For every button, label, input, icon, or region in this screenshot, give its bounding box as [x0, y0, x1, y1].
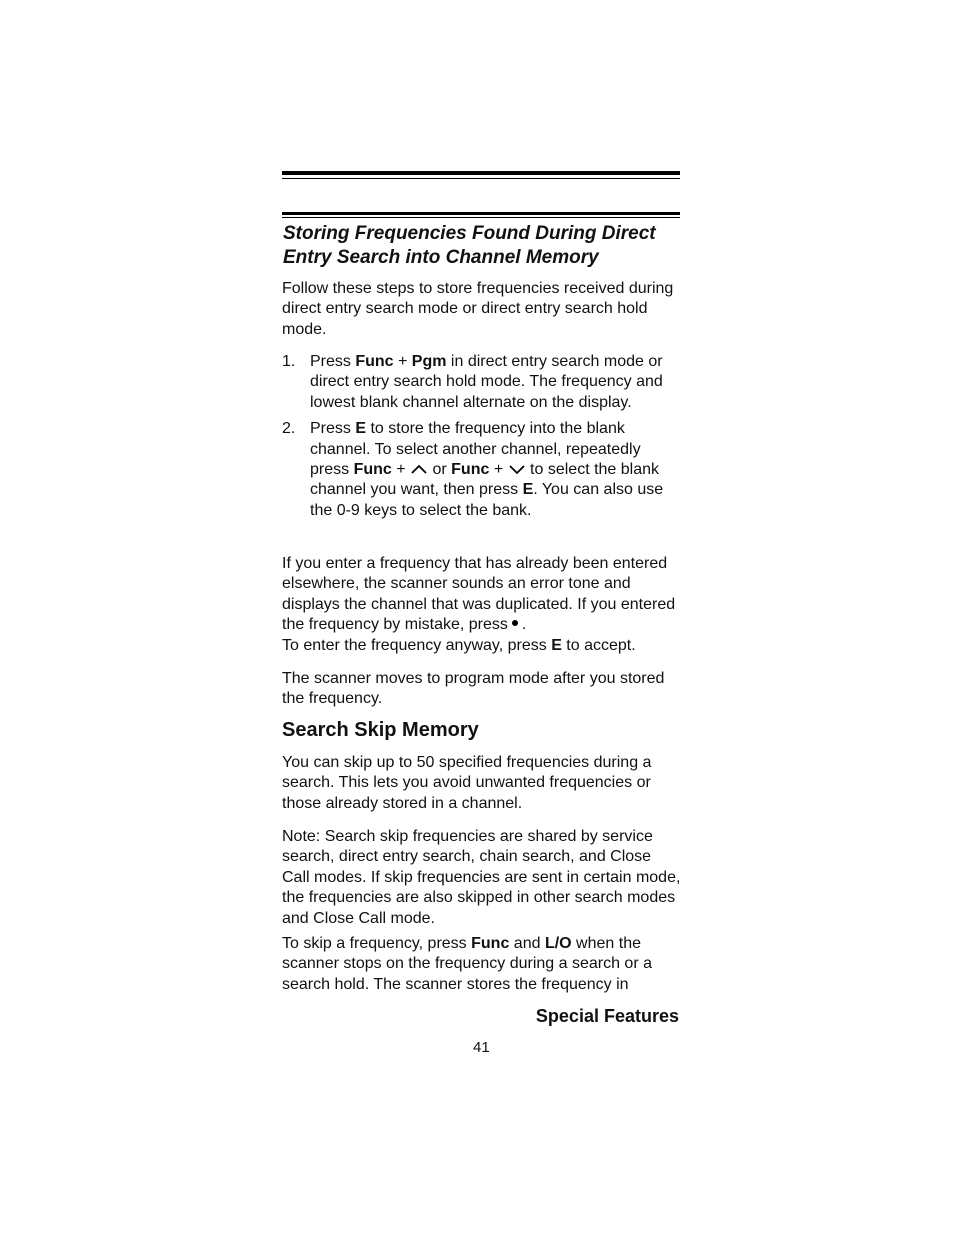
list-item	[282, 419, 682, 521]
lo-key-label: L/O	[544, 935, 572, 952]
top-rule-thin	[282, 178, 680, 179]
section-title: Storing Frequencies Found During Direct Entry Search into Channel Memory	[283, 223, 656, 268]
paragraph-text: To skip a frequency, press	[282, 935, 472, 952]
e-key-label: E	[522, 481, 534, 499]
steps-list	[282, 352, 682, 521]
step-text: +	[391, 461, 411, 479]
step-text: to store the frequency into the blank channel. To select another channel, repeatedly press	[310, 420, 641, 479]
paragraph-text: If you enter a frequency that has already been entered elsewhere, the scanner sounds an error tone and displays the channel that was duplicated. If you entered the frequency by mistake, press	[282, 555, 676, 634]
paragraph-text: .	[521, 616, 527, 634]
step-text: to select the blank channel you want, then press	[310, 461, 660, 499]
step-text: in direct entry search mode or direct entry search hold mode. The frequency and lowest blank channel alternate on the display.	[310, 353, 663, 411]
skip-instruction-paragraph	[282, 934, 682, 995]
paragraph-text: To enter the frequency anyway, press	[282, 636, 552, 654]
down-chevron-icon	[508, 463, 526, 475]
step-text: . You can also use the 0-9 keys to select the bank.	[310, 481, 664, 519]
paragraph-text: and	[509, 935, 545, 952]
dot-key-icon	[512, 620, 518, 626]
func-key-label: Func	[471, 935, 510, 952]
intro-paragraph: Follow these steps to store frequencies received during direct entry search mode or direct entry search hold mode.	[282, 280, 674, 338]
skip-paragraph: You can skip up to 50 specified frequencies during a search. This lets you avoid unwanted frequencies or those already stored in a channel.	[282, 754, 652, 812]
program-mode-paragraph: The scanner moves to program mode after you stored the frequency.	[282, 670, 665, 708]
e-key-label: E	[551, 636, 562, 654]
accept-text	[282, 636, 682, 656]
step-number: 2.	[282, 420, 296, 438]
func-key-label: Func	[451, 461, 490, 479]
step-number: 1.	[282, 353, 296, 370]
func-key-label: Func	[355, 353, 394, 370]
pgm-key-label: Pgm	[411, 353, 447, 370]
note-paragraph: Note: Search skip frequencies are shared by service search, direct entry search, chain search, and Close Call modes. If skip frequencies are sent in certain mode, the frequencies are also skipped in other search modes and Close Call mode.	[282, 828, 681, 927]
step-text: Press	[310, 353, 356, 370]
e-key-label: E	[355, 420, 367, 438]
step-text: +	[393, 353, 412, 370]
step-text: Press	[310, 420, 356, 438]
top-rule-thick	[282, 171, 680, 175]
search-skip-heading: Search Skip Memory	[282, 719, 479, 741]
paragraph-text: to accept.	[561, 636, 636, 654]
func-key-label: Func	[353, 461, 392, 479]
step-text: +	[489, 461, 508, 479]
footer-section-title: Special Features	[535, 1006, 679, 1026]
duplicate-text	[282, 554, 682, 636]
paragraph-text: when the scanner stops on the frequency during a search or a search hold. The scanner stores the frequency in	[282, 935, 652, 993]
page-number: 41	[473, 1039, 490, 1056]
up-chevron-icon	[410, 463, 428, 475]
list-item	[282, 352, 682, 413]
section-rule-thin	[282, 217, 680, 218]
section-rule-thick	[282, 212, 680, 215]
duplicate-paragraph	[282, 554, 682, 656]
step-text: or	[428, 461, 452, 479]
